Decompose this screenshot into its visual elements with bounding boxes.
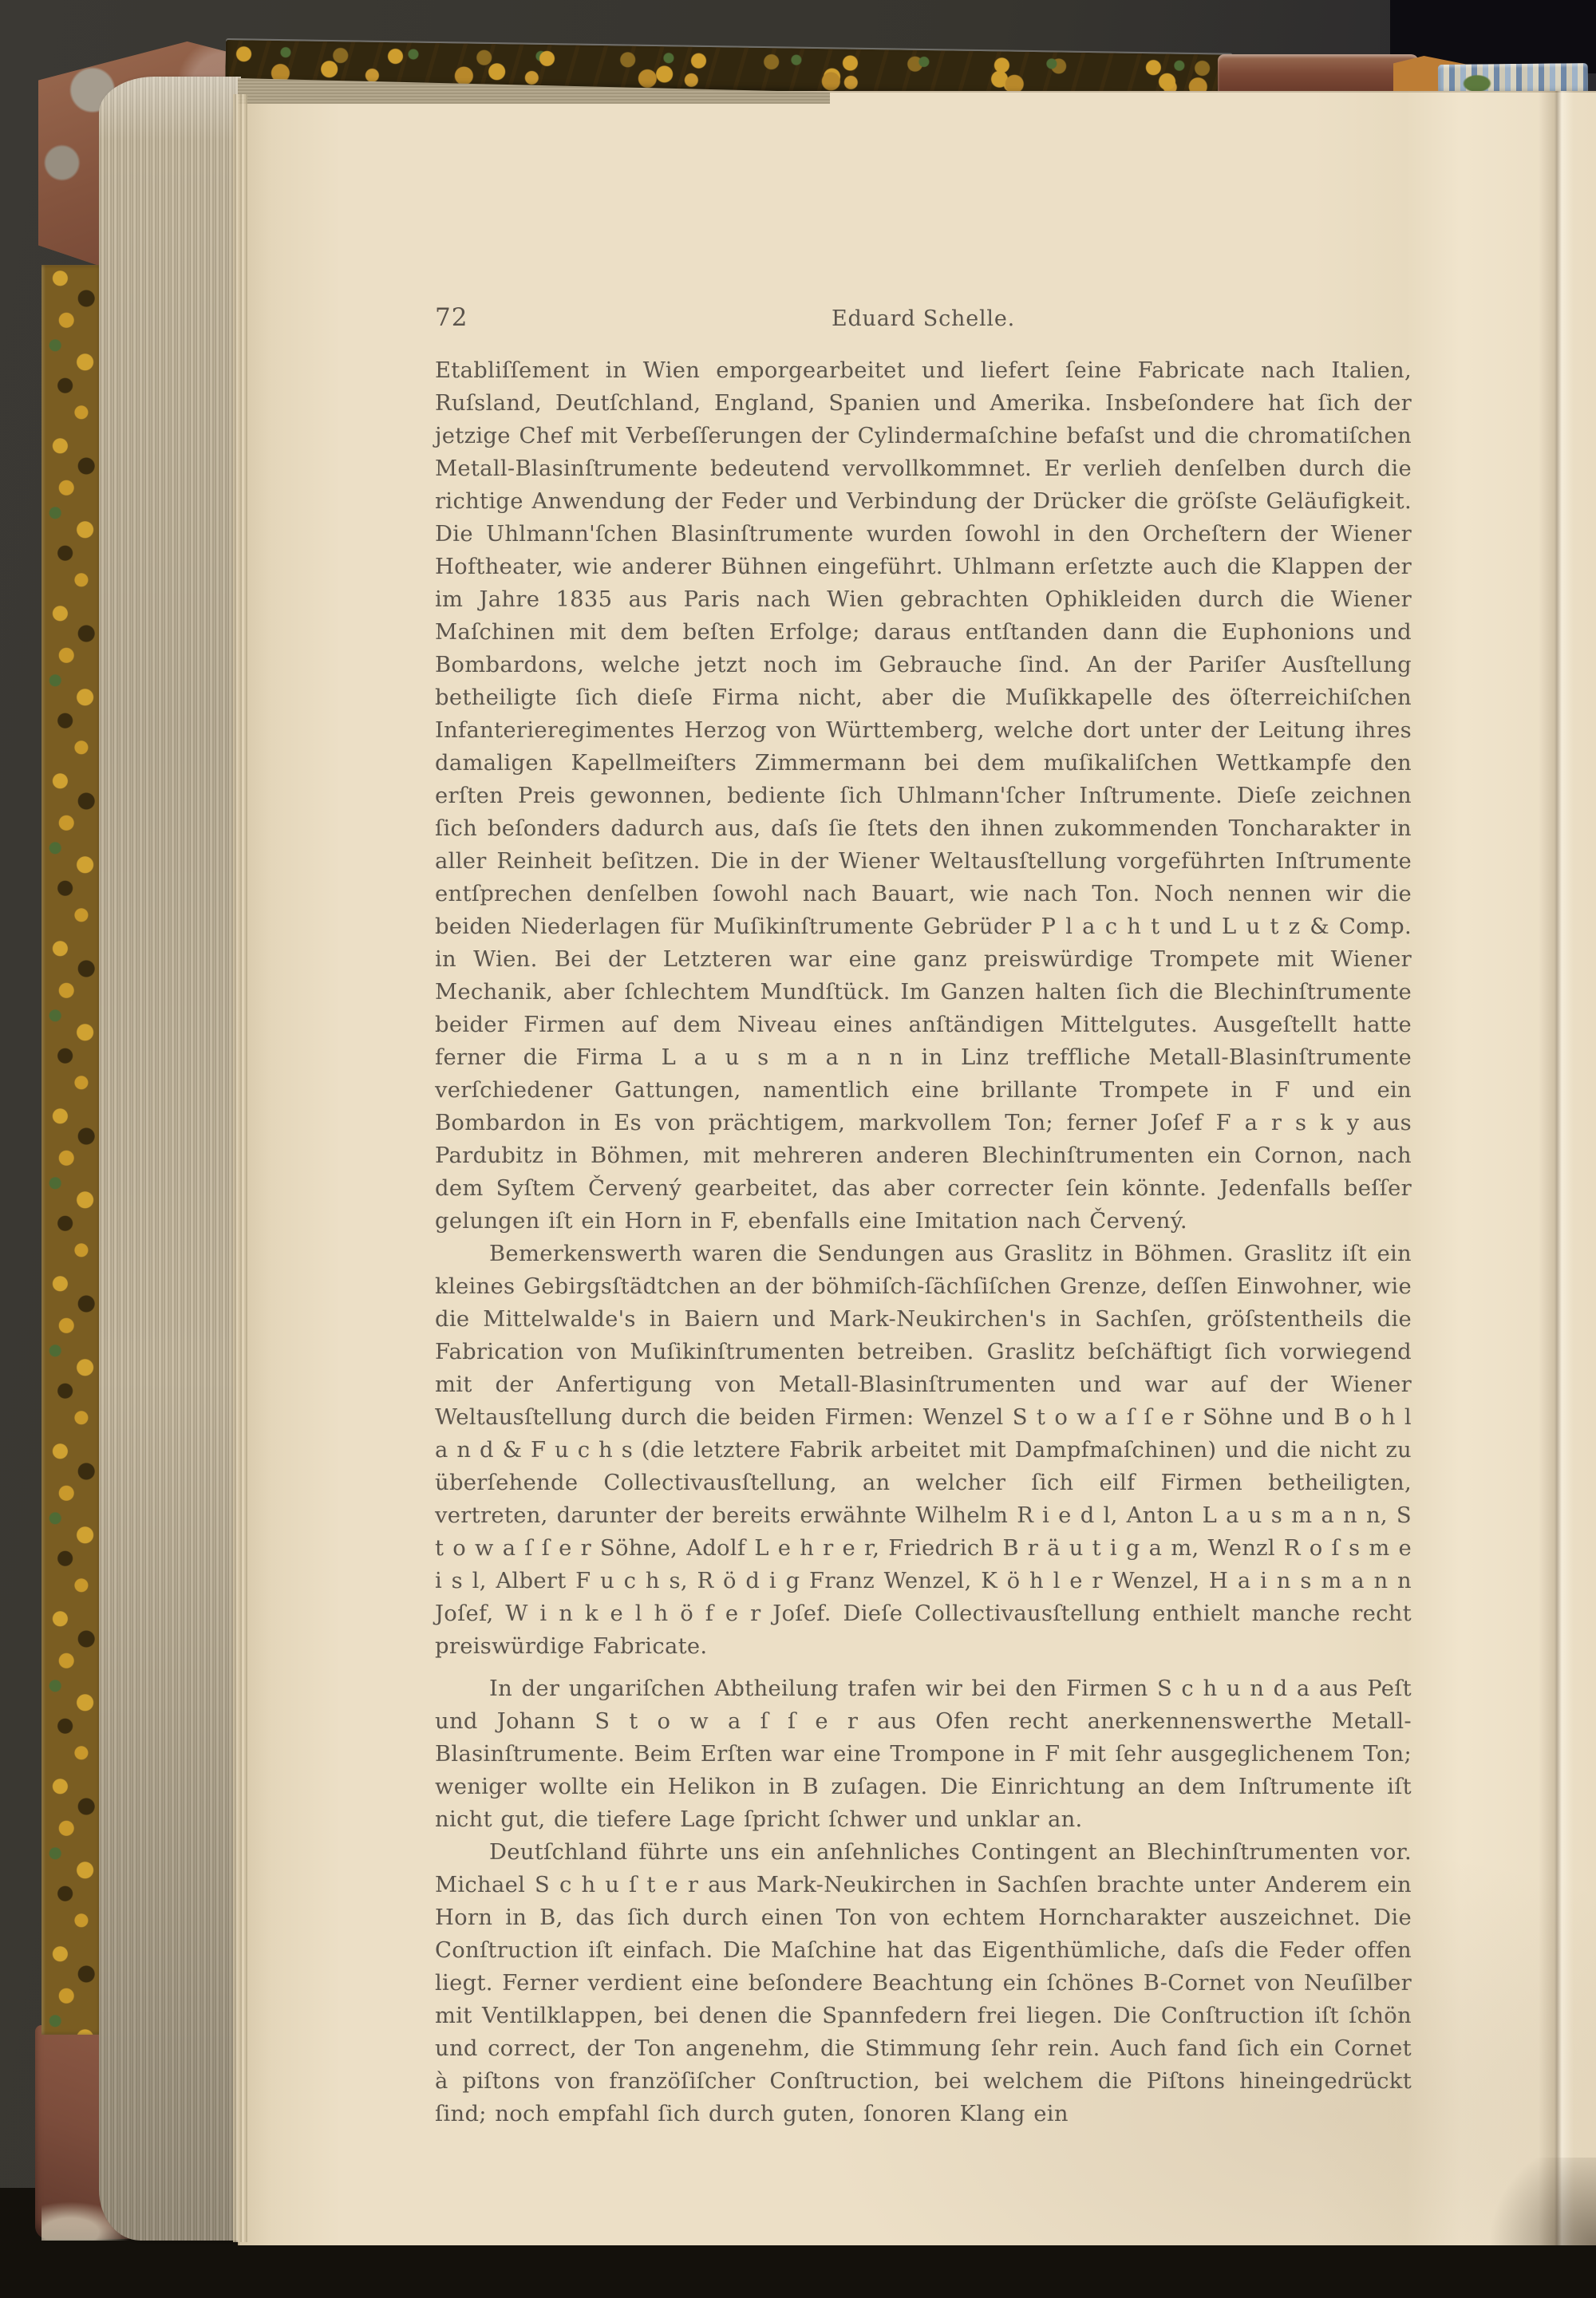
page-gutter-crease xyxy=(1539,91,1574,2245)
running-header: Eduard Schelle. xyxy=(831,306,1016,331)
page-block-fore-edge xyxy=(99,77,241,2241)
book-page xyxy=(238,91,1596,2245)
paragraph-4: Deutſchland führte uns ein anſehnliches Contingent an Blechinſtrumenten vor. Michael S c h u ſ t e r aus Mark-Neukirchen in Sachſen brachte unter Anderem ein Horn in B, das ſich durch einen Ton von echtem Horncharakter auszeichnet. Die Conſtruction iſt einfach. Die Maſchine hat das Eigenthümliche, daſs die Feder offen liegt. Ferner verdient eine beſondere Beachtung ein ſchönes B-Cornet von Neuſilber mit Ventilklappen, bei denen die Spannfedern frei liegen. Die Conſtruction iſt ſchön und correct, der Ton angenehm, die Stimmung ſehr rein. Auch fand ſich ein Cornet à piſtons von franzöſiſcher Conſtruction, bei welchem die Piſtons hineingedrückt ſind; noch empfahl ſich durch guten, ſonoren Klang ein xyxy=(435,1840,1412,2126)
page-header xyxy=(435,303,1412,335)
page-number: 72 xyxy=(435,303,468,332)
page-corner-curl-shadow xyxy=(1476,2158,1596,2245)
paragraph-2: Bemerkenswerth waren die Sendungen aus Graslitz in Böhmen. Graslitz iſt ein kleines Gebirgsſtädtchen an der böhmiſch-ſächſiſchen Grenze, deſſen Einwohner, wie die Mittelwalde's in Baiern und Mark-Neukirchen's in Sachſen, gröſstentheils die Fabrication von Muſikinſtrumenten betreiben. Graslitz beſchäftigt ſich vorwiegend mit der Anfertigung von Metall-Blasinſtrumenten und war auf der Wiener Weltausſtellung durch die beiden Firmen: Wenzel S t o w a ſ ſ e r Söhne und B o h l a n d & F u c h s (die letztere Fabrik arbeitet mit Dampfmaſchinen) und die nicht zu überſehende Collectivausſtellung, an welcher ſich eilf Firmen betheiligten, vertreten, darunter der bereits erwähnte Wilhelm R i e d l, Anton L a u s m a n n, S t o w a ſ ſ e r Söhne, Adolf L e h r e r, Friedrich B r ä u t i g a m, Wenzl R o ſ s m e i s l, Albert F u c h s, R ö d i g Franz Wenzel, K ö h l e r Wenzel, H a i n s m a n n Joſef, W i n k e l h ö f e r Joſef. Dieſe Collectivausſtellung enthielt manche recht preiswürdige Fabricate. xyxy=(435,1242,1412,1659)
paragraph-1: Etabliſſement in Wien emporgearbeitet und liefert ſeine Fabricate nach Italien, Ruſsland, Deutſchland, England, Spanien und Amerika. Insbeſondere hat ſich der jetzige Chef mit Verbeſſerungen der Cylindermaſchine befaſst und die chromatiſchen Metall-Blasinſtrumente bedeutend vervollkommnet. Er verlieh denſelben durch die richtige Anwendung der Feder und Verbindung der Drücker die gröſste Geläufigkeit. Die Uhlmann'ſchen Blasinſtrumente wurden ſowohl in den Orcheſtern der Wiener Hoftheater, wie anderer Bühnen eingeführt. Uhlmann erſetzte auch die Klappen der im Jahre 1835 aus Paris nach Wien gebrachten Ophikleiden durch die Wiener Maſchinen mit dem beſten Erfolge; daraus entſtanden dann die Euphonions und Bombardons, welche jetzt noch im Gebrauche ſind. An der Pariſer Ausſtellung betheiligte ſich dieſe Firma nicht, aber die Muſikkapelle des öſterreichiſchen Infanterieregimentes Herzog von Württemberg, welche dort unter der Leitung ihres damaligen Kapellmeiſters Zimmermann bei dem muſikaliſchen Wettkampfe den erſten Preis gewonnen, bediente ſich Uhlmann'ſcher Inſtrumente. Dieſe zeichnen ſich beſonders dadurch aus, daſs ſie ſtets den ihnen zukommenden Toncharakter in aller Reinheit beſitzen. Die in der Wiener Weltausſtellung vorgeführten Inſtrumente entſprechen denſelben ſowohl nach Bauart, wie nach Ton. Noch nennen wir die beiden Niederlagen für Muſikinſtrumente Gebrüder P l a c h t und L u t z & Comp. in Wien. Bei der Letzteren war eine ganz preiswürdige Trompete mit Wiener Mechanik, aber ſchlechtem Mundſtück. Im Ganzen halten ſich die Blechinſtrumente beider Firmen auf dem Niveau eines anſtändigen Mittelgutes. Ausgeſtellt hatte ferner die Firma L a u s m a n n in Linz treffliche Metall-Blasinſtrumente verſchiedener Gattungen, namentlich eine brillante Trompete in F und ein Bombardon in Es von prächtigem, markvollem Ton; ferner Joſef F a r s k y aus Pardubitz in Böhmen, mit mehreren anderen Blechinſtrumenten ein Cornon, nach dem Syſtem Červený gearbeitet, das aber correcter ſein könnte. Jedenfalls beſſer gelungen iſt ein Horn in F, ebenfalls eine Imitation nach Červený. xyxy=(435,358,1412,1234)
paragraph-3: In der ungariſchen Abtheilung trafen wir bei den Firmen S c h u n d a aus Peſt und Johann S t o w a ſ ſ e r aus Ofen recht anerkennenswerthe Metall-Blasinſtrumente. Beim Erſten war eine Trompone in F mit ſehr ausgeglichenem Ton; weniger wollte ein Helikon in B zuſagen. Die Einrichtung an dem Inſtrumente iſt nicht gut, die tiefere Lage ſpricht ſchwer und unklar an. xyxy=(435,1676,1412,1832)
stacked-sheet-edges xyxy=(233,94,247,2242)
body-text xyxy=(435,354,1412,2130)
marbled-cover-edge-strip xyxy=(41,265,104,2035)
